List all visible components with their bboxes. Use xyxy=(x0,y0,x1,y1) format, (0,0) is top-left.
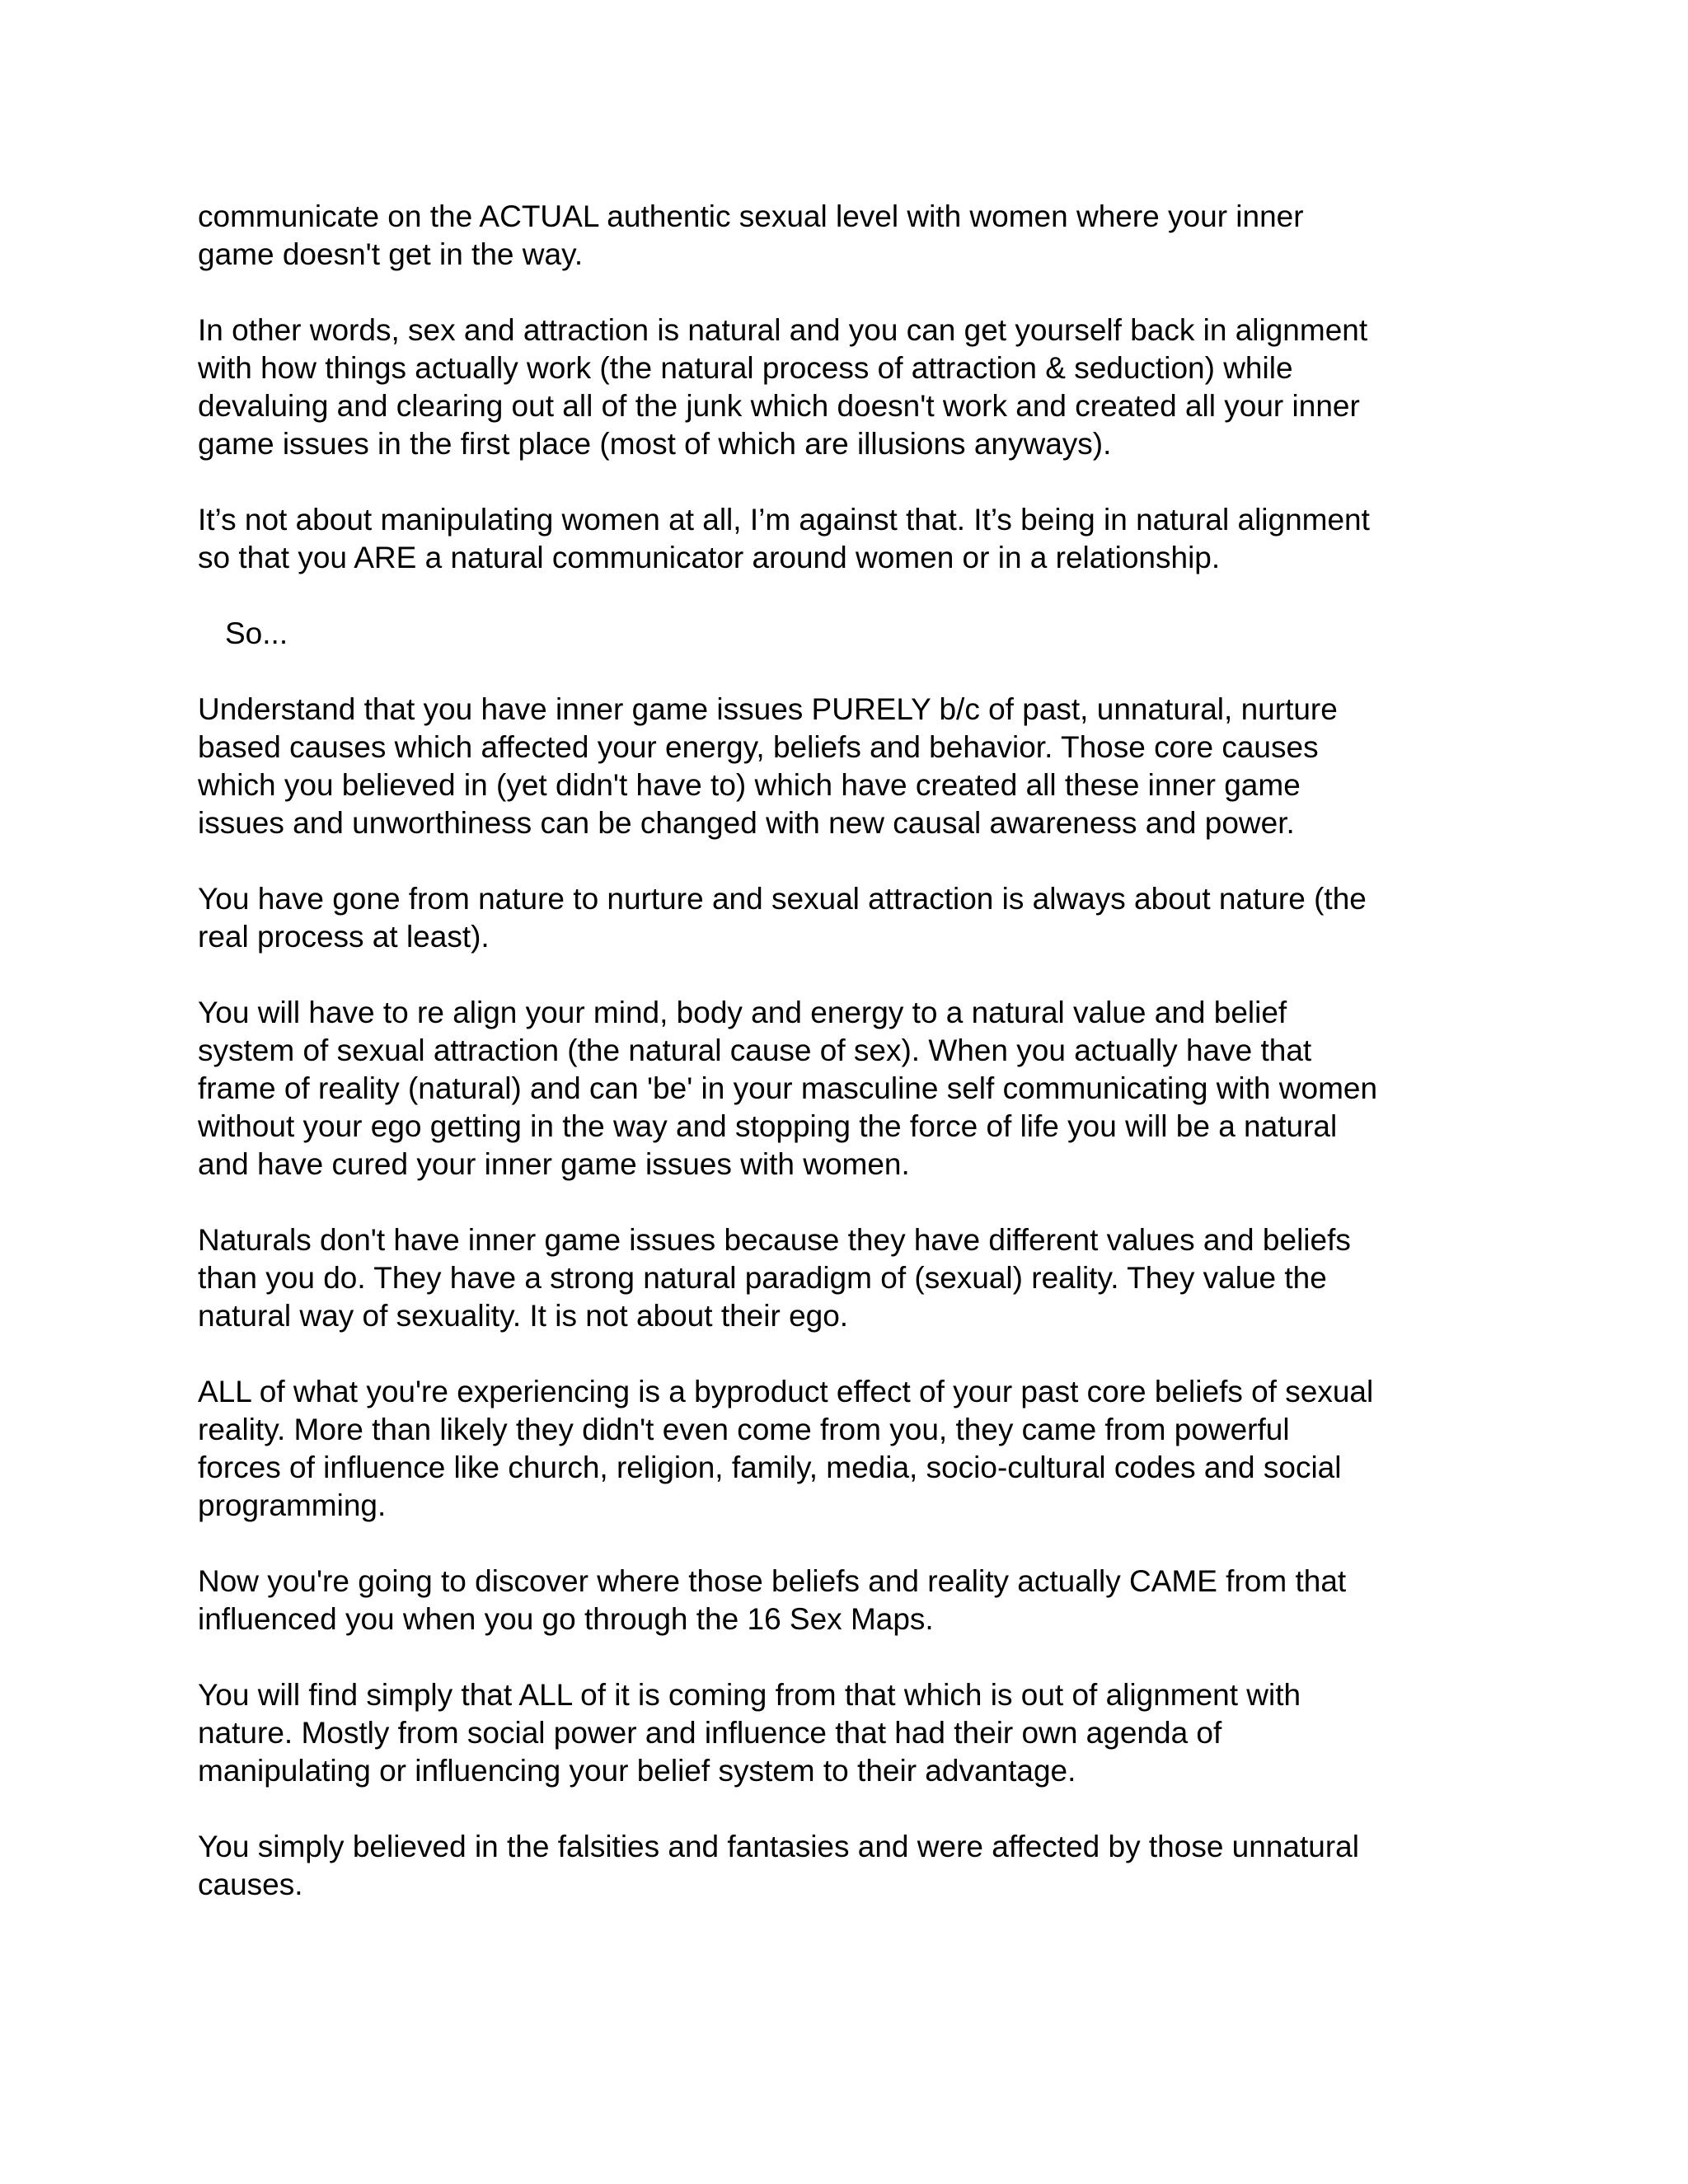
paragraph: You simply believed in the falsities and fantasies and were affected by those unnatural causes. xyxy=(198,1830,1359,1901)
body-text xyxy=(198,198,1500,1942)
paragraph: Understand that you have inner game issues PURELY b/c of past, unnatural, nurture based causes which affected your energy, beliefs and behavior. Those core causes which you believed in (yet didn't have to) which have created all these inner game issues and unworthiness can be changed with new causal awareness and power. xyxy=(198,692,1338,840)
paragraph: ALL of what you're experiencing is a byproduct effect of your past core beliefs of sexual reality. More than likely they didn't even come from you, they came from powerful forces of influence like church, religion, family, media, socio-cultural codes and social programming. xyxy=(198,1375,1374,1522)
paragraph: Now you're going to discover where those beliefs and reality actually CAME from that influenced you when you go through the 16 Sex Maps. xyxy=(198,1564,1347,1636)
paragraph: You will find simply that ALL of it is coming from that which is out of alignment with nature. Mostly from social power and influence that had their own agenda of manipulating or influencing your belief system to their advantage. xyxy=(198,1678,1301,1788)
paragraph: So... xyxy=(225,616,288,650)
paragraph: It’s not about manipulating women at all, I’m against that. It’s being in natural alignment so that you ARE a natural communicator around women or in a relationship. xyxy=(198,503,1370,574)
paragraph: You will have to re align your mind, body and energy to a natural value and belief system of sexual attraction (the natural cause of sex). When you actually have that frame of reality (natural) and can 'be' in your masculine self communicating with women without your ego getting in the way and stopping the force of life you will be a natural and have cured your inner game issues with women. xyxy=(198,996,1378,1181)
paragraph: In other words, sex and attraction is natural and you can get yourself back in alignment with how things actually work (the natural process of attraction & seduction) while devaluing and clearing out all of the junk which doesn't work and created all your inner game issues in the first place (most of which are illusions anyways). xyxy=(198,313,1368,461)
paragraph: You have gone from nature to nurture and sexual attraction is always about nature (the real process at least). xyxy=(198,882,1367,954)
paragraph: communicate on the ACTUAL authentic sexual level with women where your inner game doesn't get in the way. xyxy=(198,199,1304,271)
paragraph: Naturals don't have inner game issues because they have different values and beliefs than you do. They have a strong natural paradigm of (sexual) reality. They value the natural way of sexuality. It is not about their ego. xyxy=(198,1223,1351,1333)
